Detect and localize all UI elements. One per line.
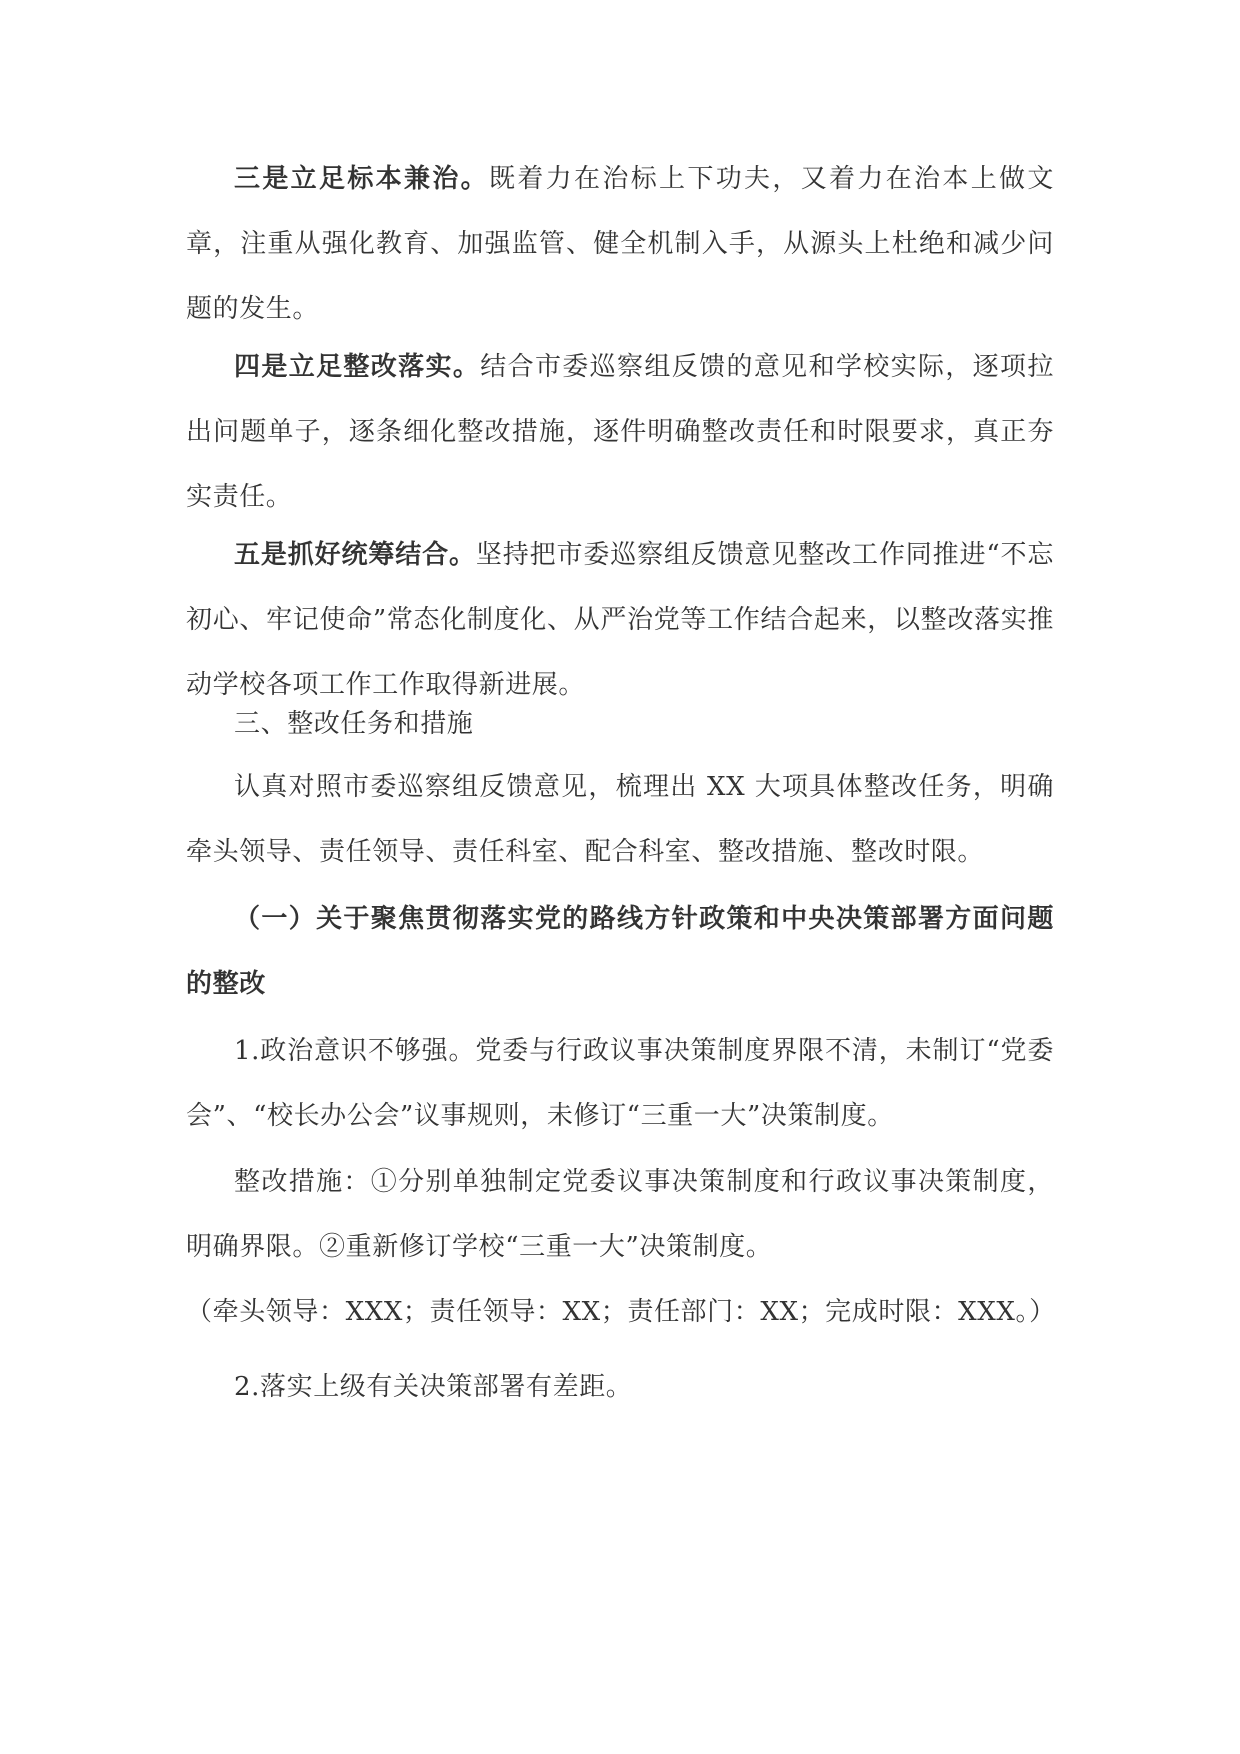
paragraph-point-four [186,335,1054,530]
paragraph-lead: 四是立足整改落实。 [234,352,481,382]
paragraph-point-five [186,523,1054,718]
responsibility-line: （牵头领导：XXX；责任领导：XX；责任部门：XX；完成时限：XXX。） [186,1297,1056,1327]
issue-item: 2.落实上级有关决策部署有差距。 [234,1372,633,1402]
paragraph-point-three [186,147,1054,342]
paragraph-body: 结合市委巡察组反馈的意见和学校实际，逐项拉出问题单子，逐条细化整改措施，逐件明确整改责任和时限要求，真正夯实责任。 [186,352,1054,512]
issue-item: 1.政治意识不够强。党委与行政议事决策制度界限不清，未制订“党委会”、“校长办公会”议事规则，未修订“三重一大”决策制度。 [186,1036,1054,1131]
section-heading: 三、整改任务和措施 [234,709,474,739]
paragraph-body: 既着力在治标上下功夫，又着力在治本上做文章，注重从强化教育、加强监管、健全机制入手，从源头上杜绝和减少问题的发生。 [186,164,1054,324]
paragraph-lead: 五是抓好统筹结合。 [234,540,476,570]
subsection-heading: （一）关于聚焦贯彻落实党的路线方针政策和中央决策部署方面问题的整改 [186,904,1054,999]
measures-paragraph: 整改措施：①分别单独制定党委议事决策制度和行政议事决策制度，明确界限。②重新修订学校“三重一大”决策制度。 [186,1167,1054,1262]
paragraph-lead: 三是立足标本兼治。 [234,164,490,194]
section-intro: 认真对照市委巡察组反馈意见，梳理出 XX 大项具体整改任务，明确牵头领导、责任领导、责任科室、配合科室、整改措施、整改时限。 [186,772,1054,867]
paragraph-body: 坚持把市委巡察组反馈意见整改工作同推进“不忘初心、牢记使命”常态化制度化、从严治党等工作结合起来，以整改落实推动学校各项工作工作取得新进展。 [186,540,1055,700]
